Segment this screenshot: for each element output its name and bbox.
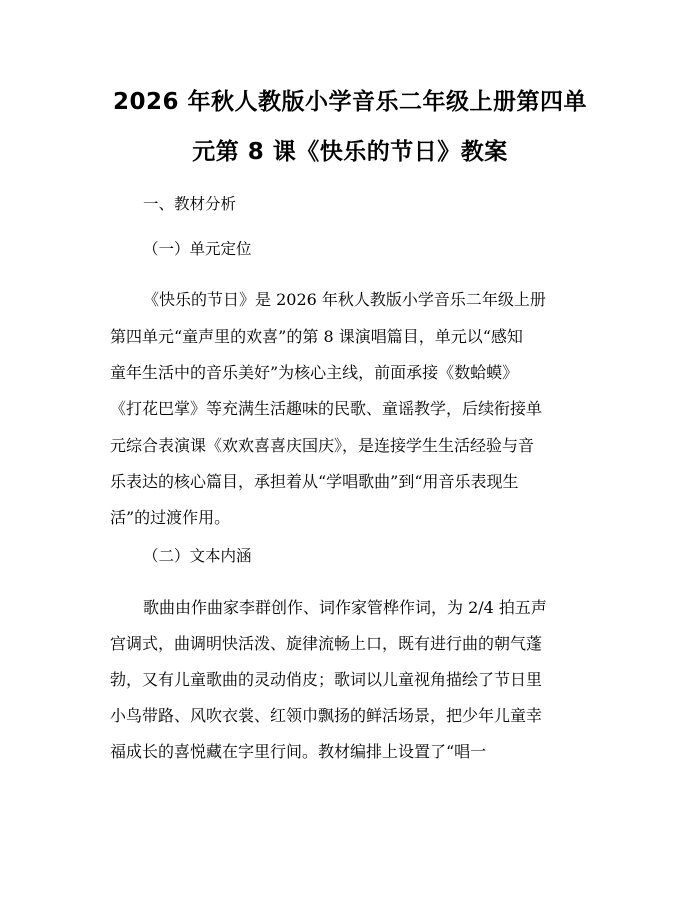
subsection-heading-unit-position: （一）单元定位	[143, 240, 252, 258]
subsection-heading-text-meaning: （二）文本内涵	[143, 547, 252, 565]
document-title-line-2: 元第 8 课《快乐的节日》教案	[192, 139, 508, 165]
document-title-line-1: 2026 年秋人教版小学音乐二年级上册第四单	[112, 89, 588, 115]
paragraph-2-line-1: 歌曲由作曲家李群创作、词作家管桦作词，为 2/4 拍五声	[143, 598, 547, 617]
paragraph-2-line-3: 勃，又有儿童歌曲的灵动俏皮；歌词以儿童视角描绘了节日里	[110, 670, 543, 689]
paragraph-1-line-5: 元综合表演课《欢欢喜喜庆国庆》，是连接学生生活经验与音	[110, 436, 535, 455]
paragraph-2-line-5: 福成长的喜悦藏在字里行间。教材编排上设置了“唱一	[110, 742, 487, 761]
section-heading-analysis: 一、教材分析	[143, 195, 237, 213]
paragraph-1-line-7: 活”的过渡作用。	[110, 508, 231, 527]
paragraph-1-line-6: 乐表达的核心篇目，承担着从“学唱歌曲”到“用音乐表现生	[110, 472, 519, 491]
paragraph-1-line-2: 第四单元“童声里的欢喜”的第 8 课演唱篇目，单元以“感知	[110, 327, 523, 346]
paragraph-1-line-3: 童年生活中的音乐美好”为核心主线，前面承接《数蛤蟆》	[110, 363, 519, 382]
paragraph-2-line-4: 小鸟带路、风吹衣裳、红领巾飘扬的鲜活场景，把少年儿童幸	[110, 706, 543, 725]
paragraph-2-line-2: 宫调式，曲调明快活泼、旋律流畅上口，既有进行曲的朝气蓬	[110, 634, 543, 653]
paragraph-1-line-1: 《快乐的节日》是 2026 年秋人教版小学音乐二年级上册	[143, 290, 546, 309]
paragraph-1-line-4: 《打花巴掌》等充满生活趣味的民歌、童谣教学，后续衔接单	[110, 399, 543, 418]
